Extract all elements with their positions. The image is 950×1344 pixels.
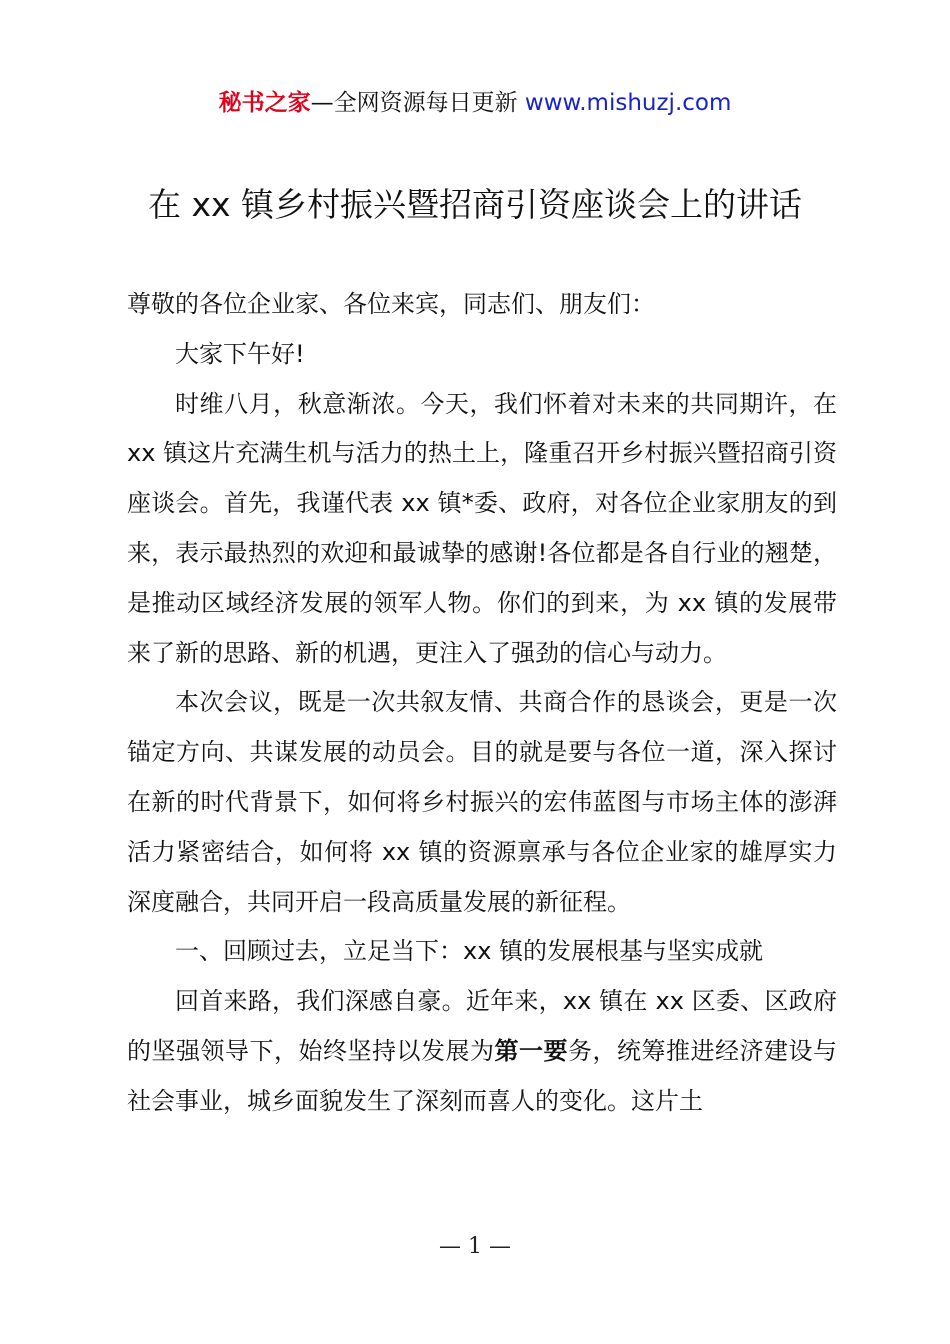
page-number: — 1 —	[439, 1234, 511, 1259]
paragraph-3	[127, 977, 837, 1126]
document-title: 在 xx 镇乡村振兴暨招商引资座谈会上的讲话	[147, 185, 803, 224]
paragraph-2: 本次会议，既是一次共叙友情、共商合作的恳谈会，更是一次锚定方向、共谋发展的动员会。目的就是要与各位一道，深入探讨在新的时代背景下，如何将乡村振兴的宏伟蓝图与市场主体的澎湃活力紧密结合，如何将 xx 镇的资源禀承与各位企业家的雄厚实力深度融合，共同开启一段高质量发展的新征程。	[127, 688, 837, 916]
paragraph-3-bold-text: 第一要	[494, 1036, 568, 1065]
brand-name: 秘书之家	[218, 90, 311, 116]
site-header	[0, 86, 950, 120]
section-heading-1: 一、回顾过去，立足当下：xx 镇的发展根基与坚实成就	[175, 937, 764, 966]
greeting: 大家下午好!	[175, 339, 305, 368]
paragraph-3-text-end: 务，统筹推进经济建设与社会事业，城乡面貌发生了深刻而喜人的变化。这片土	[127, 1036, 837, 1115]
paragraph-3-text-start: 回首来路，我们深感自豪。近年来，xx 镇在 xx 区委、区政府的坚强领导下，始终坚持以发展为	[127, 987, 837, 1065]
document-body	[127, 280, 837, 1127]
header-slogan: —全网资源每日更新	[310, 90, 518, 116]
salutation: 尊敬的各位企业家、各位来宾，同志们、朋友们：	[127, 290, 655, 318]
paragraph-1: 时维八月，秋意渐浓。今天，我们怀着对未来的共同期许，在 xx 镇这片充满生机与活力的热土上，隆重召开乡村振兴暨招商引资座谈会。首先，我谨代表 xx 镇*委、政府，对各位企业家朋友的到来，表示最热烈的欢迎和最诚挚的感谢!各位都是各自行业的翘楚，是推动区域经济发展的领军人物。你们的到来，为 xx 镇的发展带来了新的思路、新的机遇，更注入了强劲的信心与动力。	[127, 389, 837, 667]
site-url-link[interactable]: www.mishuzj.com	[524, 90, 732, 116]
